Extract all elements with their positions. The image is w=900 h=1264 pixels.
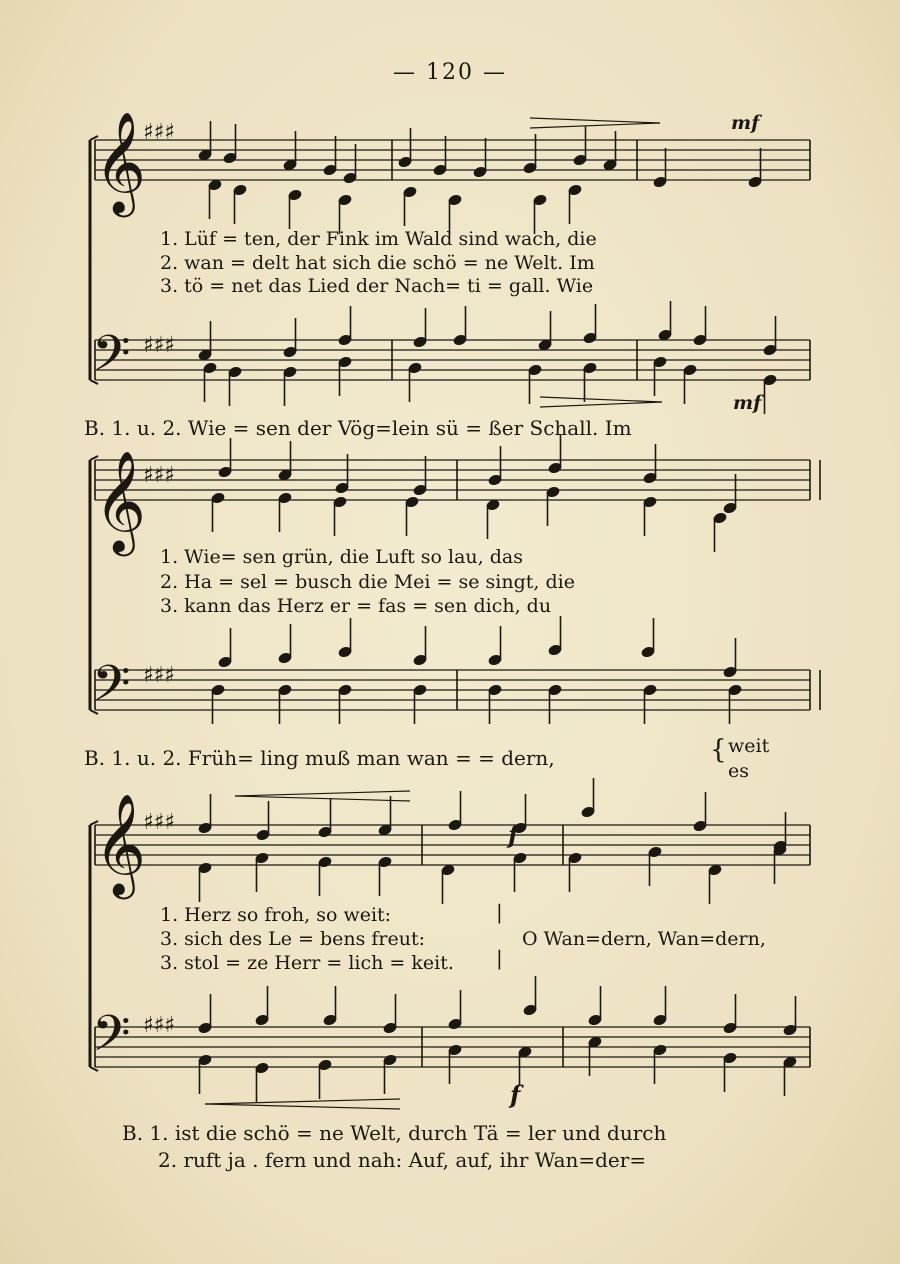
brace-icon: | xyxy=(496,946,503,970)
bass-clef-icon: 𝄢 xyxy=(92,325,131,395)
dynamic-f: f xyxy=(510,1080,521,1109)
lyric-verse-2: 2. wan = delt hat sich die schö = ne Welt. Im xyxy=(160,252,595,274)
dynamic-mf: mf xyxy=(733,392,762,414)
refrain-lyric: O Wan=dern, Wan=dern, xyxy=(522,928,766,950)
treble-clef-icon: 𝄞 xyxy=(94,449,147,552)
key-signature-icon: ♯♯♯ xyxy=(143,333,175,358)
lyric-verse-3: 3. tö = net das Lied der Nach= ti = gall. Wie xyxy=(160,275,594,297)
key-signature-icon: ♯♯♯ xyxy=(143,463,175,488)
decrescendo-hairpin xyxy=(530,118,660,123)
page-number: — 120 — xyxy=(393,60,507,85)
dynamic-mf: mf xyxy=(731,112,760,134)
lyric-verse-2: 3. sich des Le = bens freut: xyxy=(160,928,426,950)
bass-lyric: B. 1. u. 2. Früh= ling muß man wan = = dern, xyxy=(84,746,555,770)
lyric-verse-1: 1. Lüf = ten, der Fink im Wald sind wach, die xyxy=(160,228,597,250)
crescendo-hairpin xyxy=(235,791,410,796)
bass-lyric-2: 2. ruft ja . fern und nah: Auf, auf, ihr Wan=der= xyxy=(158,1148,647,1172)
decrescendo-hairpin xyxy=(530,123,660,128)
lyric-verse-3: 3. kann das Herz er = fas = sen dich, du xyxy=(160,595,552,617)
treble-clef-icon: 𝄞 xyxy=(94,792,147,895)
lyric-verse-1: 1. Herz so froh, so weit: xyxy=(160,904,392,926)
bass-lyric-1: B. 1. ist die schö = ne Welt, durch Tä = ler und durch xyxy=(122,1121,667,1145)
key-signature-icon: ♯♯♯ xyxy=(143,120,175,145)
brace-icon: { xyxy=(710,735,727,765)
key-signature-icon: ♯♯♯ xyxy=(143,1013,175,1038)
bass-clef-icon: 𝄢 xyxy=(92,1005,131,1075)
crescendo-hairpin xyxy=(205,1099,400,1104)
lyric-verse-3: 3. stol = ze Herr = lich = keit. xyxy=(160,952,454,974)
key-signature-icon: ♯♯♯ xyxy=(143,810,175,835)
bass-lyric-brace-2: es xyxy=(728,760,749,782)
brace-icon: | xyxy=(496,900,503,924)
crescendo-hairpin xyxy=(235,796,410,801)
bass-lyric: B. 1. u. 2. Wie = sen der Vög=lein sü = ßer Schall. Im xyxy=(84,416,632,440)
bass-clef-icon: 𝄢 xyxy=(92,655,131,725)
lyric-verse-1: 1. Wie= sen grün, die Luft so lau, das xyxy=(160,546,523,568)
lyric-verse-2: 2. Ha = sel = busch die Mei = se singt, die xyxy=(160,571,575,593)
decrescendo-hairpin xyxy=(540,402,662,407)
treble-clef-icon: 𝄞 xyxy=(94,110,147,213)
bass-lyric-brace-1: weit xyxy=(728,735,770,757)
dynamic-f: f xyxy=(508,820,519,849)
key-signature-icon: ♯♯♯ xyxy=(143,663,175,688)
crescendo-hairpin xyxy=(205,1104,400,1109)
decrescendo-hairpin xyxy=(540,397,662,402)
